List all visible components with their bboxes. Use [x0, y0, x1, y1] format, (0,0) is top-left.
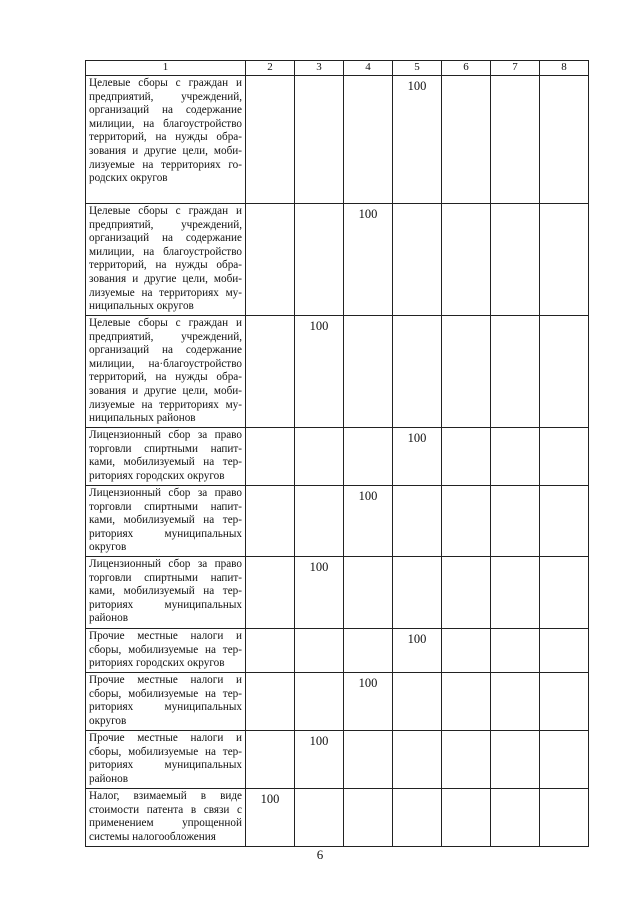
column-number-header: 8	[540, 61, 589, 76]
percentage-cell	[491, 731, 540, 789]
revenue-type-cell: Прочие местные налоги и сборы, мобилизуемые на территориях городских округов	[86, 629, 246, 673]
revenue-type-cell: Целевые сборы с граждан и предприятий, учреждений, организаций на содержание милиции, на·благоустройство территорий, на нужды образования и другие цели, мобилизуемые на территориях муниципальных районов	[86, 316, 246, 428]
percentage-cell	[442, 204, 491, 316]
percentage-cell	[540, 731, 589, 789]
percentage-cell	[344, 629, 393, 673]
percentage-cell	[344, 428, 393, 486]
table-row	[86, 486, 589, 557]
percentage-cell: 100	[295, 731, 344, 789]
percentage-cell	[344, 557, 393, 629]
percentage-cell	[442, 557, 491, 629]
table-row	[86, 428, 589, 486]
percentage-cell	[246, 629, 295, 673]
table-row	[86, 629, 589, 673]
percentage-cell	[246, 76, 295, 204]
revenue-type-cell: Прочие местные налоги и сборы, мобилизуемые на территориях муниципальных округов	[86, 673, 246, 731]
column-number-header: 2	[246, 61, 295, 76]
percentage-cell	[344, 789, 393, 847]
revenue-type-cell: Лицензионный сбор за право торговли спиртными напитками, мобилизуемый на территориях муниципальных округов	[86, 486, 246, 557]
percentage-cell: 100	[344, 204, 393, 316]
percentage-cell	[393, 789, 442, 847]
percentage-cell	[442, 76, 491, 204]
percentage-cell	[491, 629, 540, 673]
percentage-cell	[540, 316, 589, 428]
percentage-cell: 100	[246, 789, 295, 847]
table-row	[86, 673, 589, 731]
percentage-cell	[491, 486, 540, 557]
percentage-cell	[246, 557, 295, 629]
percentage-cell	[442, 789, 491, 847]
percentage-cell	[344, 76, 393, 204]
percentage-cell	[393, 486, 442, 557]
table-row	[86, 731, 589, 789]
percentage-cell	[491, 316, 540, 428]
percentage-cell: 100	[295, 557, 344, 629]
percentage-cell	[442, 486, 491, 557]
column-number-header: 6	[442, 61, 491, 76]
revenue-type-cell: Налог, взимаемый в виде стоимости патента в связи с применением упрощенной системы налогообложения	[86, 789, 246, 847]
percentage-cell	[295, 789, 344, 847]
revenue-type-cell: Целевые сборы с граждан и предприятий, учреждений, организаций на содержание милиции, на благоустройство территорий, на нужды образования и другие цели, мобилизуемые на территориях муниципальных округов	[86, 204, 246, 316]
percentage-cell	[393, 316, 442, 428]
percentage-cell: 100	[344, 673, 393, 731]
percentage-cell	[442, 428, 491, 486]
percentage-cell	[295, 204, 344, 316]
percentage-cell	[442, 673, 491, 731]
percentage-cell: 100	[344, 486, 393, 557]
percentage-cell	[246, 316, 295, 428]
column-number-header: 4	[344, 61, 393, 76]
revenue-type-cell: Целевые сборы с граждан и предприятий, учреждений, организаций на содержание милиции, на благоустройство территорий, на нужды образования и другие цели, мобилизуемые на территориях городских округов	[86, 76, 246, 204]
percentage-cell	[491, 789, 540, 847]
percentage-cell	[246, 731, 295, 789]
percentage-cell	[246, 486, 295, 557]
table-row	[86, 316, 589, 428]
percentage-cell	[491, 204, 540, 316]
percentage-cell	[540, 428, 589, 486]
revenue-distribution-table-section	[85, 60, 589, 847]
revenue-type-cell: Лицензионный сбор за право торговли спиртными напитками, мобилизуемый на территориях городских округов	[86, 428, 246, 486]
percentage-cell	[540, 629, 589, 673]
percentage-cell	[246, 428, 295, 486]
column-number-header: 1	[86, 61, 246, 76]
column-number-header: 5	[393, 61, 442, 76]
percentage-cell	[393, 673, 442, 731]
revenue-type-cell: Прочие местные налоги и сборы, мобилизуемые на территориях муниципальных районов	[86, 731, 246, 789]
percentage-cell	[442, 629, 491, 673]
revenue-type-cell: Лицензионный сбор за право торговли спиртными напитками, мобилизуемый на территориях муниципальных районов	[86, 557, 246, 629]
percentage-cell: 100	[295, 316, 344, 428]
percentage-cell	[491, 673, 540, 731]
percentage-cell	[491, 428, 540, 486]
table-row	[86, 789, 589, 847]
percentage-cell	[540, 557, 589, 629]
percentage-cell	[295, 428, 344, 486]
percentage-cell	[246, 204, 295, 316]
percentage-cell: 100	[393, 629, 442, 673]
percentage-cell	[393, 731, 442, 789]
percentage-cell	[295, 673, 344, 731]
percentage-cell: 100	[393, 76, 442, 204]
percentage-cell	[295, 629, 344, 673]
page-number: 6	[316, 847, 324, 862]
table-row	[86, 204, 589, 316]
percentage-cell	[540, 789, 589, 847]
percentage-cell	[491, 76, 540, 204]
percentage-cell	[540, 673, 589, 731]
percentage-cell	[393, 204, 442, 316]
percentage-cell	[344, 731, 393, 789]
percentage-cell	[344, 316, 393, 428]
table-row	[86, 557, 589, 629]
column-number-header: 7	[491, 61, 540, 76]
percentage-cell	[295, 76, 344, 204]
percentage-cell	[540, 486, 589, 557]
percentage-cell	[295, 486, 344, 557]
percentage-cell	[246, 673, 295, 731]
percentage-cell: 100	[393, 428, 442, 486]
percentage-cell	[540, 76, 589, 204]
column-number-header: 3	[295, 61, 344, 76]
percentage-cell	[540, 204, 589, 316]
percentage-cell	[442, 731, 491, 789]
percentage-cell	[442, 316, 491, 428]
column-number-header-row	[86, 61, 589, 76]
percentage-cell	[393, 557, 442, 629]
revenue-distribution-table	[85, 60, 589, 847]
table-row	[86, 76, 589, 204]
percentage-cell	[491, 557, 540, 629]
